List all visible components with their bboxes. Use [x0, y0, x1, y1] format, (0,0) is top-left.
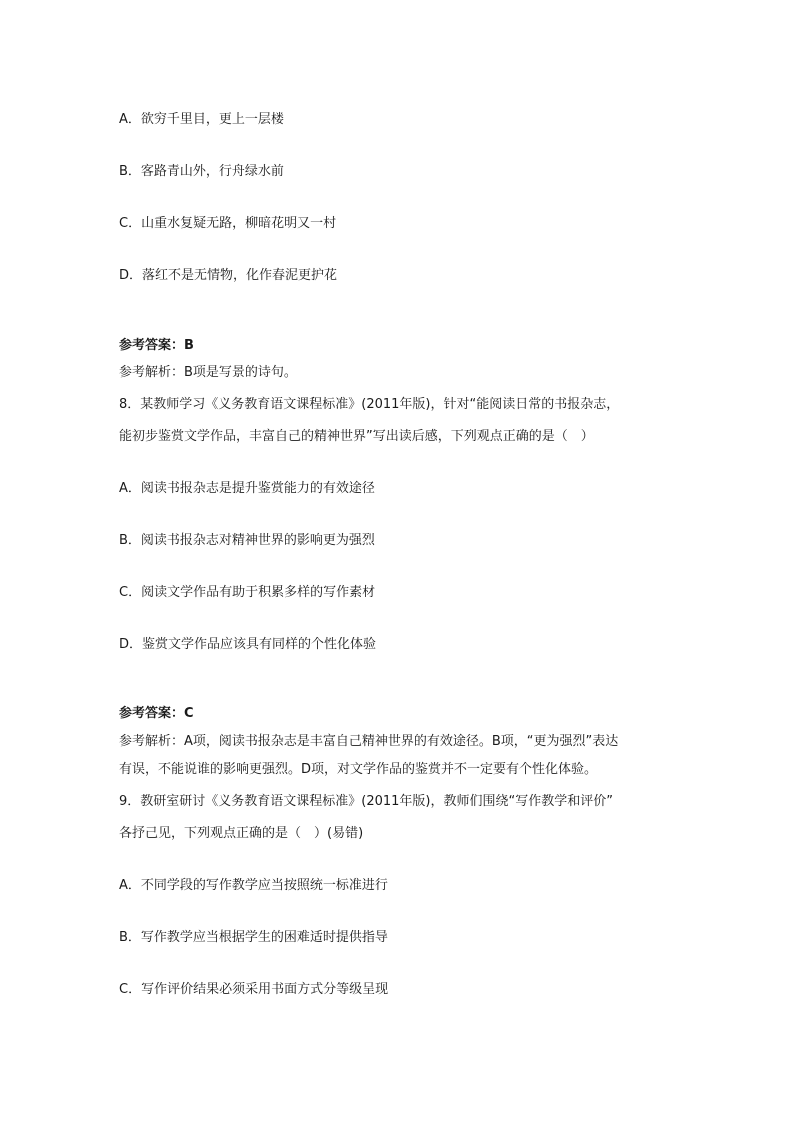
q9-stem-line-1: 9．教研室研讨《义务教育语文课程标准》(2011年版)，教师们围绕“写作教学和评价”	[119, 794, 613, 809]
q9-option-b: B．写作教学应当根据学生的困难适时提供指导	[119, 930, 388, 945]
q9-stem-line-2: 各抒己见，下列观点正确的是（ ）(易错)	[119, 826, 364, 841]
q8-option-b: B．阅读书报杂志对精神世界的影响更为强烈	[119, 533, 375, 548]
q8-option-c: C．阅读文学作品有助于积累多样的写作素材	[119, 585, 376, 600]
q7-option-d: D．落红不是无情物，化作春泥更护花	[119, 268, 338, 283]
q7-option-c: C．山重水复疑无路，柳暗花明又一村	[119, 216, 337, 231]
q8-option-a: A．阅读书报杂志是提升鉴赏能力的有效途径	[119, 481, 375, 496]
q7-option-a: A．欲穷千里目，更上一层楼	[119, 112, 284, 127]
q8-stem-line-2: 能初步鉴赏文学作品，丰富自己的精神世界”写出读后感，下列观点正确的是（ ）	[119, 429, 594, 444]
q8-analysis-line-2: 有误，不能说谁的影响更强烈。D项，对文学作品的鉴赏并不一定要有个性化体验。	[119, 762, 598, 777]
q7-option-b: B．客路青山外，行舟绿水前	[119, 164, 284, 179]
q9-option-a: A．不同学段的写作教学应当按照统一标准进行	[119, 878, 388, 893]
q9-option-c: C．写作评价结果必须采用书面方式分等级呈现	[119, 982, 389, 997]
q8-stem-line-1: 8．某教师学习《义务教育语文课程标准》(2011年版)，针对“能阅读日常的书报杂志，	[119, 397, 620, 412]
q8-option-d: D．鉴赏文学作品应该具有同样的个性化体验	[119, 637, 377, 652]
q8-analysis-line-1: 参考解析：A项，阅读书报杂志是丰富自己精神世界的有效途径。B项，“更为强烈”表达	[119, 734, 619, 749]
q7-answer: 参考答案：B	[119, 338, 194, 353]
q8-answer: 参考答案：C	[119, 706, 194, 721]
q7-analysis: 参考解析：B项是写景的诗句。	[119, 365, 297, 380]
